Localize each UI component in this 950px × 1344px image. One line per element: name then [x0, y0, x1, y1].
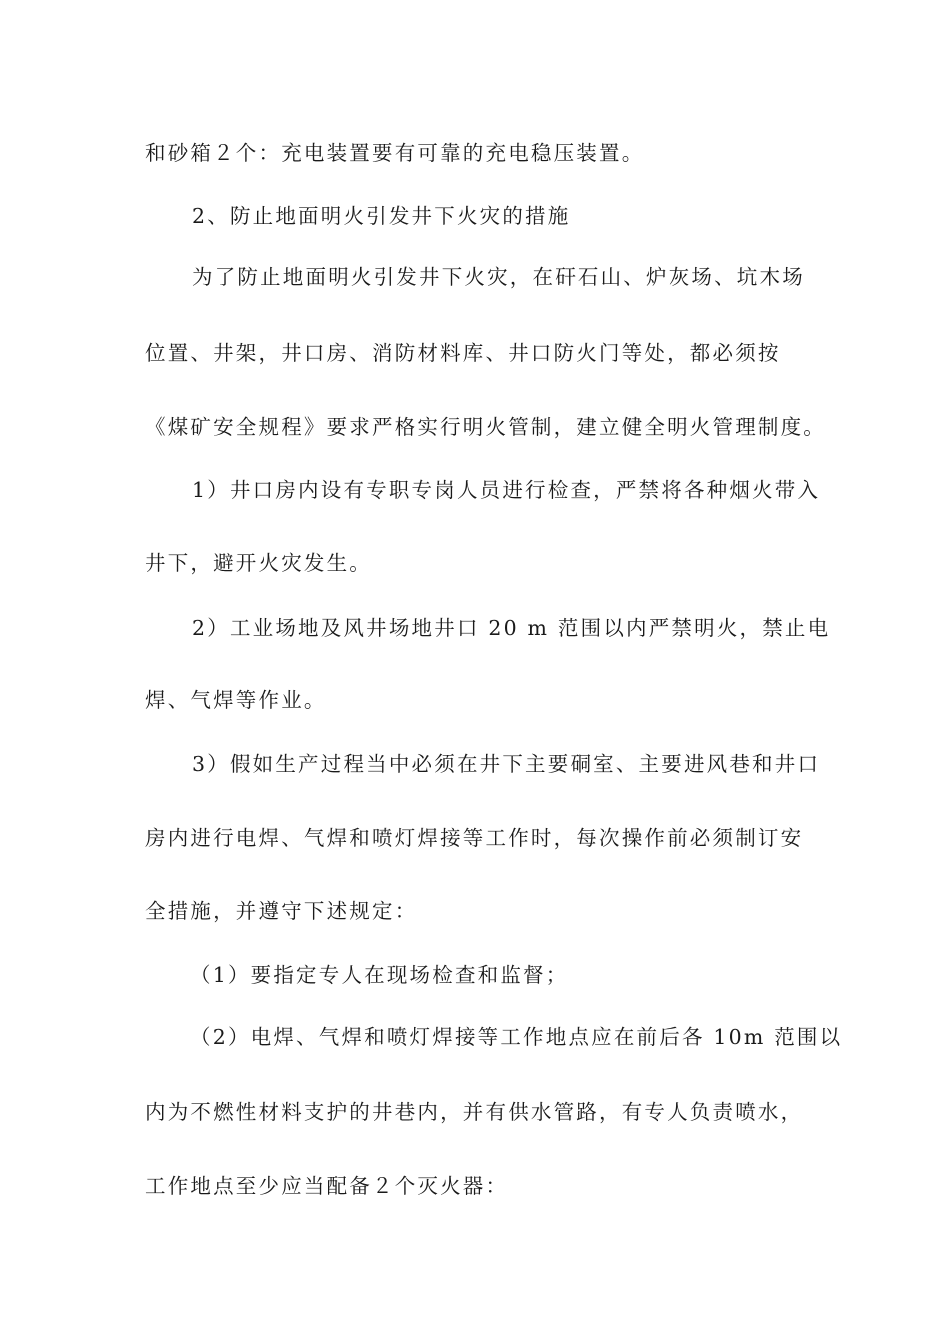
- sub-list-item-line: 工作地点至少应当配备２个灭火器：: [145, 1174, 509, 1198]
- list-item-line: 井下，避开火灾发生。: [145, 551, 372, 575]
- list-item-line: 焊、气焊等作业。: [145, 688, 327, 712]
- section-heading: 2、防止地面明火引发井下火灾的措施: [192, 204, 571, 228]
- list-item-line: 房内进行电焊、气焊和喷灯焊接等工作时，每次操作前必须制订安: [145, 826, 804, 850]
- list-item-line: 全措施，并遵守下述规定：: [145, 899, 418, 923]
- list-item-line: 3）假如生产过程当中必须在井下主要硐室、主要进风巷和井口: [192, 752, 821, 776]
- list-item-line: 1）井口房内设有专职专岗人员进行检查，严禁将各种烟火带入: [192, 478, 821, 502]
- paragraph-line: 《煤矿安全规程》要求严格实行明火管制，建立健全明火管理制度。: [145, 415, 826, 439]
- list-item-line: 2）工业场地及风井场地井口 20 m 范围以内严禁明火，禁止电: [192, 616, 831, 640]
- text-line: 和砂箱２个：充电装置要有可靠的充电稳压装置。: [145, 141, 645, 165]
- sub-list-item-line: （1）要指定专人在现场检查和监督；: [190, 963, 569, 987]
- paragraph-line: 为了防止地面明火引发井下火灾，在矸石山、炉灰场、坑木场: [192, 265, 805, 289]
- paragraph-line: 位置、井架，井口房、消防材料库、井口防火门等处，都必须按: [145, 341, 781, 365]
- sub-list-item-line: （2）电焊、气焊和喷灯焊接等工作地点应在前后各 10m 范围以: [190, 1025, 843, 1049]
- sub-list-item-line: 内为不燃性材料支护的井巷内，并有供水管路，有专人负责喷水，: [145, 1100, 804, 1124]
